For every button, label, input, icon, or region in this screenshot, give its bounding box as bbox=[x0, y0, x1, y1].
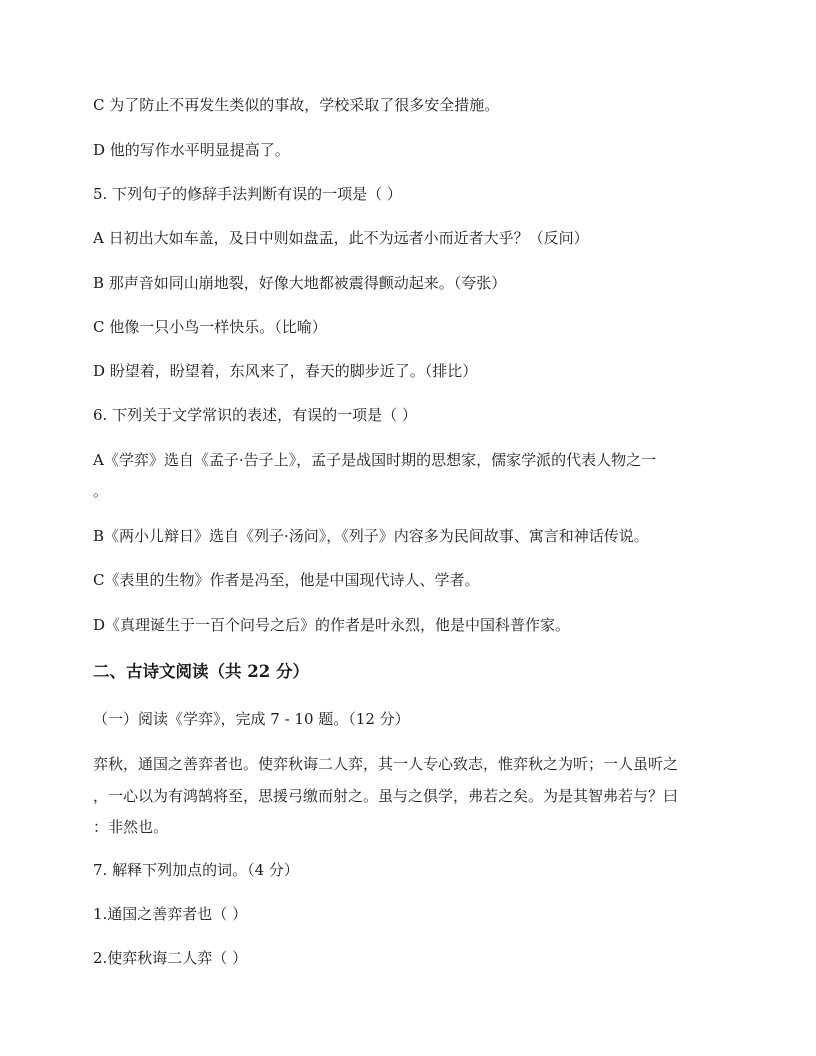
section-heading: 二、古诗文阅读（共 22 分） bbox=[93, 662, 309, 681]
option-d-sentence: D 他的写作水平明显提高了。 bbox=[93, 141, 290, 159]
question-5-option-a: A 日初出大如车盖，及日中则如盘盂，此不为远者小而近者大乎？（反问） bbox=[93, 229, 589, 247]
question-6-stem: 6. 下列关于文学常识的表述，有误的一项是（ ） bbox=[93, 406, 417, 424]
passage-instruction: （一）阅读《学弈》，完成 7 - 10 题。（12 分） bbox=[93, 710, 410, 728]
passage-line-3: ：非然也。 bbox=[93, 818, 169, 836]
question-6-option-a-wrap: 。 bbox=[93, 482, 109, 500]
question-5-option-d: D 盼望着，盼望着，东风来了，春天的脚步近了。（排比） bbox=[93, 362, 478, 380]
question-7-item-2: 2.使弈秋诲二人弈（ ） bbox=[93, 949, 248, 967]
question-6-option-d: D《真理诞生于一百个问号之后》的作者是叶永烈，他是中国科普作家。 bbox=[93, 616, 571, 634]
question-5-stem: 5. 下列句子的修辞手法判断有误的一项是（ ） bbox=[93, 185, 402, 203]
passage-line-1: 弈秋，通国之善弈者也。使弈秋诲二人弈，其一人专心致志，惟弈秋之为听；一人虽听之 bbox=[93, 755, 679, 773]
option-c-sentence: C 为了防止不再发生类似的事故，学校采取了很多安全措施。 bbox=[93, 96, 500, 114]
question-6-option-a: A《学弈》选自《孟子·告子上》，孟子是战国时期的思想家，儒家学派的代表人物之一 bbox=[93, 451, 657, 469]
passage-line-2: ，一心以为有鸿鹄将至，思援弓缴而射之。虽与之俱学，弗若之矣。为是其智弗若与？曰 bbox=[93, 787, 679, 805]
question-5-option-b: B 那声音如同山崩地裂，好像大地都被震得颤动起来。（夸张） bbox=[93, 274, 507, 292]
question-6-option-c: C《表里的生物》作者是冯至，他是中国现代诗人、学者。 bbox=[93, 571, 480, 589]
question-6-option-b: B《两小儿辩日》选自《列子·汤问》，《列子》内容多为民间故事、寓言和神话传说。 bbox=[93, 527, 649, 545]
question-7-stem: 7. 解释下列加点的词。（4 分） bbox=[93, 861, 299, 879]
question-5-option-c: C 他像一只小鸟一样快乐。（比喻） bbox=[93, 318, 327, 336]
question-7-item-1: 1.通国之善弈者也（ ） bbox=[93, 905, 248, 923]
